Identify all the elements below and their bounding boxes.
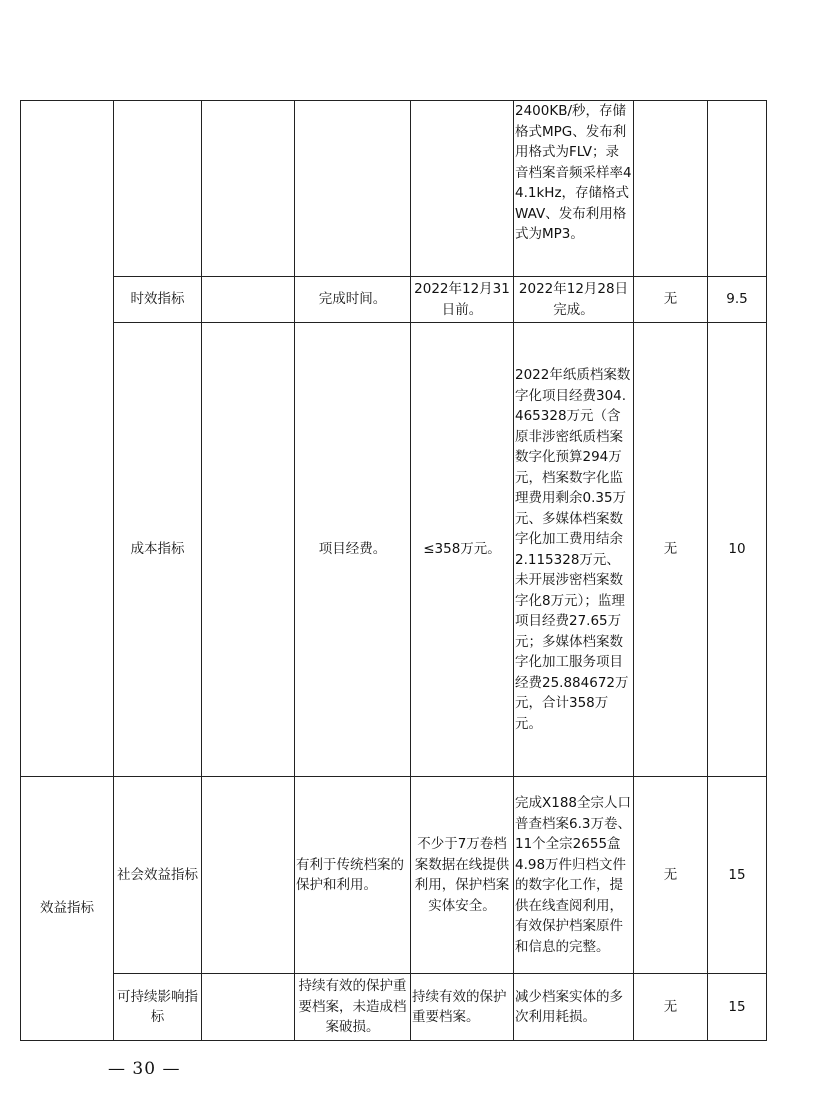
deviation-note: 无: [634, 777, 708, 974]
cell: [295, 101, 411, 277]
category-name: 效益指标: [21, 777, 114, 1041]
cell: [202, 323, 295, 777]
score: 15: [708, 777, 767, 974]
sub-indicator-cell: [114, 101, 202, 277]
actual-value: 2022年纸质档案数字化项目经费304.465328万元（含原非涉密纸质档案数字化预算294万元，档案数字化监理费用剩余0.35万元、多媒体档案数字化加工费用结余2.115328万元、未开展涉密档案数字化8万元）；监理项目经费27.65万元；多媒体档案数字化加工服务项目经费25.884672万元，合计358万元。: [514, 323, 634, 777]
table-row: [21, 974, 767, 1041]
score: 15: [708, 974, 767, 1041]
sub-indicator-name: 成本指标: [114, 323, 202, 777]
score: 9.5: [708, 277, 767, 323]
sub-indicator-name: 可持续影响指标: [114, 974, 202, 1041]
actual-value: 完成X188全宗人口普查档案6.3万卷、11个全宗2655盒4.98万件归档文件的数字化工作，提供在线查阅利用，有效保护档案原件和信息的完整。: [514, 777, 634, 974]
page-number: [108, 1059, 180, 1079]
score: 10: [708, 323, 767, 777]
cell: [202, 277, 295, 323]
actual-value: 2022年12月28日完成。: [514, 277, 634, 323]
indicator-content: 项目经费。: [295, 323, 411, 777]
deviation-note: 无: [634, 974, 708, 1041]
target-value: 不少于7万卷档案数据在线提供利用，保护档案实体安全。: [411, 777, 514, 974]
dash-right: —: [162, 1059, 181, 1079]
target-value: 2022年12月31日前。: [411, 277, 514, 323]
performance-table: [20, 100, 767, 1041]
indicator-content: 有利于传统档案的保护和利用。: [295, 777, 411, 974]
actual-value-cell: 2400KB/秒，存储格式MPG、发布利用格式为FLV；录音档案音频采样率44.1kHz，存储格式WAV、发布利用格式为MP3。: [514, 101, 634, 277]
table-row: [21, 277, 767, 323]
sub-indicator-name: 社会效益指标: [114, 777, 202, 974]
table-row: [21, 323, 767, 777]
cell: [411, 101, 514, 277]
sub-indicator-name: 时效指标: [114, 277, 202, 323]
actual-value: 减少档案实体的多次利用耗损。: [514, 974, 634, 1041]
dash-left: —: [108, 1059, 126, 1079]
cell: [202, 101, 295, 277]
indicator-content: 完成时间。: [295, 277, 411, 323]
deviation-note: 无: [634, 277, 708, 323]
category-cell-output: [21, 101, 114, 777]
indicator-content: 持续有效的保护重要档案，未造成档案破损。: [295, 974, 411, 1041]
cell: [202, 974, 295, 1041]
deviation-note: 无: [634, 323, 708, 777]
table-row: [21, 777, 767, 974]
table-row: [21, 101, 767, 277]
target-value: ≤358万元。: [411, 323, 514, 777]
target-value: 持续有效的保护重要档案。: [411, 974, 514, 1041]
cell: [634, 101, 708, 277]
cell: [708, 101, 767, 277]
page-number-value: 30: [132, 1059, 157, 1079]
cell: [202, 777, 295, 974]
